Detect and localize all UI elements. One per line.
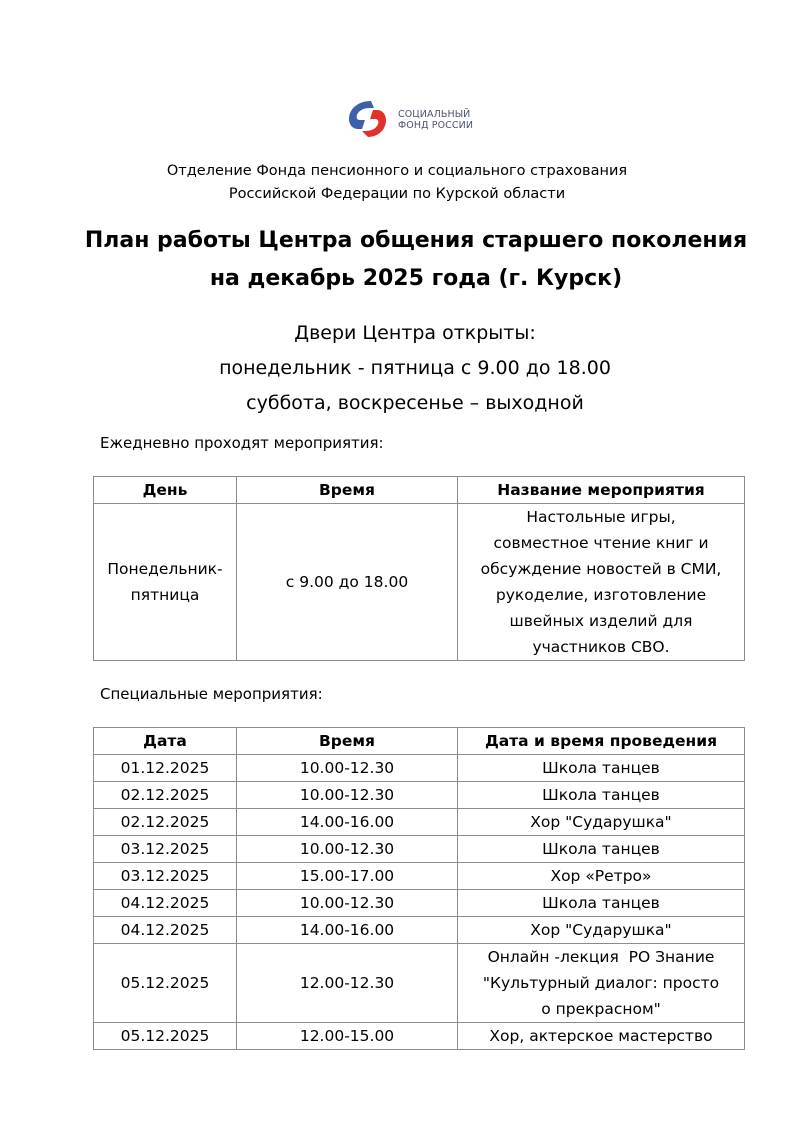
cell-date: 05.12.2025 (94, 944, 237, 1023)
cell-date: 02.12.2025 (94, 809, 237, 836)
special-section-label: Специальные мероприятия: (100, 685, 323, 703)
header-event: Дата и время проведения (458, 728, 745, 755)
special-events-table (93, 727, 745, 1050)
table-row (94, 890, 745, 917)
table-row (94, 504, 745, 661)
org-line2: Российской Федерации по Курской области (228, 186, 566, 202)
cell-date: 04.12.2025 (94, 917, 237, 944)
table-row (94, 782, 745, 809)
org-line1: Отделение Фонда пенсионного и социального страхования (166, 163, 628, 179)
cell-event: Школа танцев (458, 755, 745, 782)
table-row (94, 944, 745, 1023)
cell-date: 02.12.2025 (94, 782, 237, 809)
cell-time: 10.00-12.30 (237, 890, 458, 917)
cell-time: 14.00-16.00 (237, 917, 458, 944)
cell-event: Хор "Сударушка" (458, 917, 745, 944)
title-line2: на декабрь 2025 года (г. Курск) (209, 266, 623, 291)
daily-events-table (93, 476, 745, 661)
cell-event: Школа танцев (458, 836, 745, 863)
title-line1: План работы Центра общения старшего поколения (84, 228, 748, 253)
table-row (94, 863, 745, 890)
hours-line2: понедельник - пятница с 9.00 до 18.00 (219, 357, 611, 379)
table-row (94, 836, 745, 863)
table-header-row (94, 477, 745, 504)
cell-event: Онлайн -лекция РО Знание "Культурный диалог: просто о прекрасном" (458, 944, 745, 1023)
cell-event-name: Настольные игры, совместное чтение книг и обсуждение новостей в СМИ, рукоделие, изготовление швейных изделий для участников СВО. (458, 504, 745, 661)
cell-event: Хор "Сударушка" (458, 809, 745, 836)
cell-event: Школа танцев (458, 782, 745, 809)
cell-time: с 9.00 до 18.00 (237, 504, 458, 661)
cell-time: 10.00-12.30 (237, 782, 458, 809)
cell-day: Понедельник- пятница (94, 504, 237, 661)
table-row (94, 917, 745, 944)
table-row (94, 755, 745, 782)
header-day: День (94, 477, 237, 504)
cell-date: 04.12.2025 (94, 890, 237, 917)
header-time: Время (237, 477, 458, 504)
header-time: Время (237, 728, 458, 755)
organization-name (0, 160, 794, 206)
cell-event: Школа танцев (458, 890, 745, 917)
cell-date: 03.12.2025 (94, 836, 237, 863)
logo-text (398, 109, 473, 131)
cell-date: 05.12.2025 (94, 1023, 237, 1050)
sfr-logo (344, 98, 484, 140)
cell-time: 10.00-12.30 (237, 836, 458, 863)
document-title (0, 222, 794, 298)
opening-hours (0, 316, 794, 421)
cell-time: 12.00-15.00 (237, 1023, 458, 1050)
cell-time: 14.00-16.00 (237, 809, 458, 836)
table-header-row (94, 728, 745, 755)
header-event-name: Название мероприятия (458, 477, 745, 504)
table-row (94, 1023, 745, 1050)
cell-date: 01.12.2025 (94, 755, 237, 782)
logo-line2: ФОНД РОССИИ (398, 120, 474, 131)
cell-date: 03.12.2025 (94, 863, 237, 890)
cell-event: Хор «Ретро» (458, 863, 745, 890)
logo-line1: СОЦИАЛЬНЫЙ (398, 109, 471, 120)
daily-section-label: Ежедневно проходят мероприятия: (100, 434, 384, 452)
sfr-logo-icon (344, 98, 390, 140)
cell-time: 10.00-12.30 (237, 755, 458, 782)
cell-event: Хор, актерское мастерство (458, 1023, 745, 1050)
table-row (94, 809, 745, 836)
hours-line1: Двери Центра открыты: (294, 322, 536, 344)
hours-line3: суббота, воскресенье – выходной (246, 392, 584, 414)
cell-time: 15.00-17.00 (237, 863, 458, 890)
cell-time: 12.00-12.30 (237, 944, 458, 1023)
header-date: Дата (94, 728, 237, 755)
